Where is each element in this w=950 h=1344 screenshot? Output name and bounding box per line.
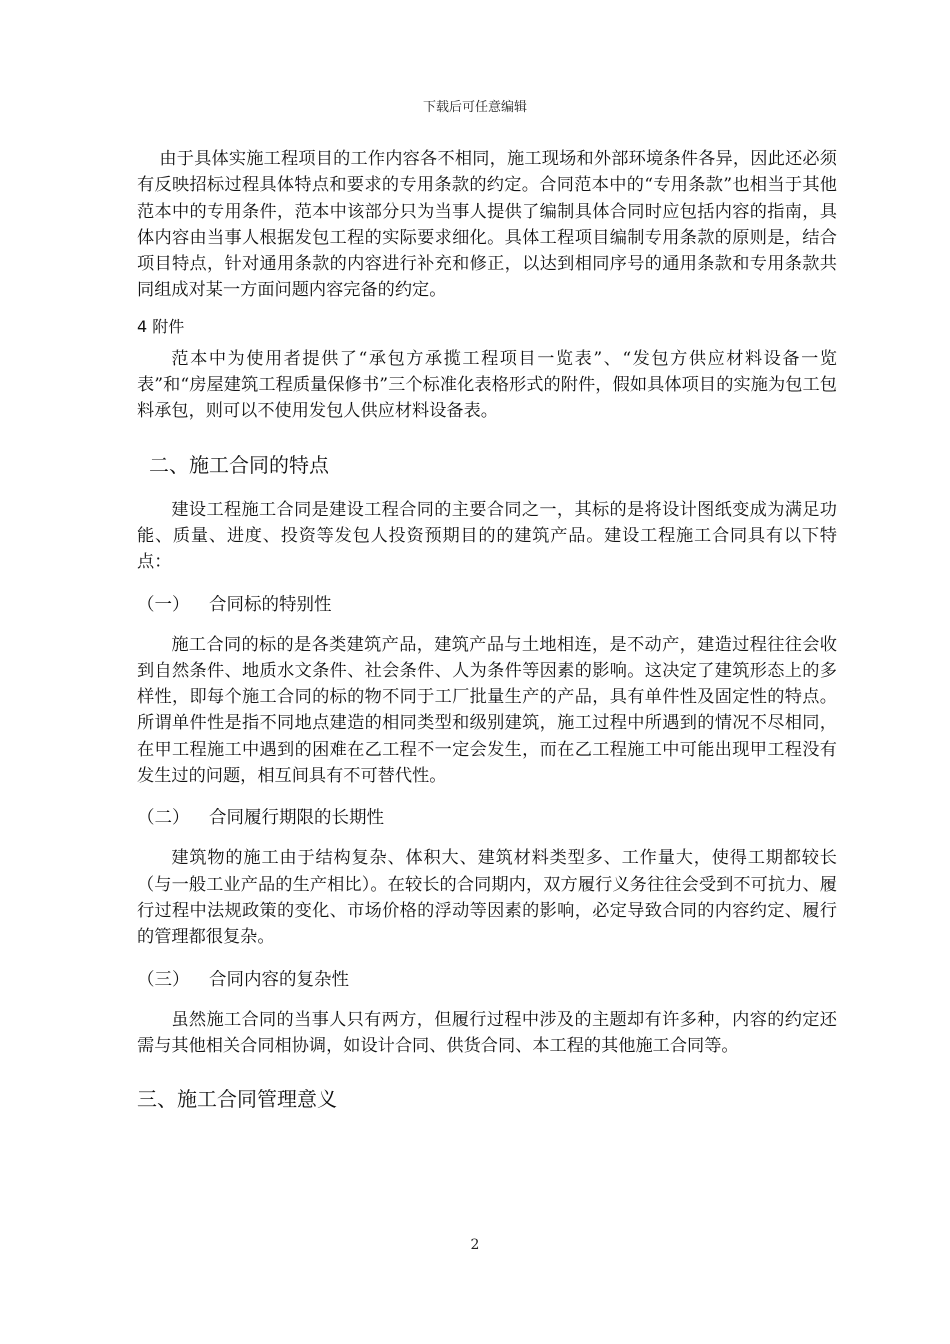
paragraph-complexity: 虽然施工合同的当事人只有两方，但履行过程中涉及的主题却有许多种，内容的约定还需与其他相关合同相协调，如设计合同、供货合同、本工程的其他施工合同等。 [137, 1009, 837, 1056]
paragraph-special-clauses: 由于具体实施工程项目的工作内容各不相同，施工现场和外部环境条件各异，因此还必须有反映招标过程具体特点和要求的专用条款的约定。合同范本中的“专用条款”也相当于其他范本中的专用条件，范本中该部分只为当事人提供了编制具体合同时应包括内容的指南，具体内容由当事人根据发包工程的实际要求细化。具体工程项目编制专用条款的原则是，结合项目特点，针对通用条款的内容进行补充和修正，以达到相同序号的通用条款和专用条款共同组成对某一方面问题内容完备的约定。 [137, 149, 837, 301]
subsection-number: （一） [137, 594, 190, 615]
subsection-text: 合同标的特别性 [209, 594, 332, 615]
heading-attachments: 4 附件 [137, 316, 185, 336]
subsection-text: 合同履行期限的长期性 [209, 808, 384, 829]
subsection-number: （二） [137, 808, 190, 829]
paragraph-attachments: 范本中为使用者提供了“承包方承揽工程项目一览表”、“发包方供应材料设备一览表”和“房屋建筑工程质量保修书”三个标准化表格形式的附件，假如具体项目的实施为包工包料承包，则可以不使用发包人供应材料设备表。 [137, 348, 837, 422]
subsection-text: 合同内容的复杂性 [209, 969, 349, 990]
subsection-title-subject-particularity [137, 592, 837, 618]
subsection-title-long-duration [137, 805, 837, 831]
subsection-number: （三） [137, 969, 190, 990]
header-note: 下载后可任意编辑 [422, 100, 527, 115]
document-body [137, 146, 837, 1131]
subsection-title-complexity [137, 967, 837, 993]
section-title-management-significance: 三、施工合同管理意义 [137, 1087, 337, 1112]
paragraph-subject-particularity: 施工合同的标的是各类建筑产品，建筑产品与土地相连，是不动产，建造过程往往会收到自然条件、地质水文条件、社会条件、人为条件等因素的影响。这决定了建筑形态上的多样性，即每个施工合同的标的物不同于工厂批量生产的产品，具有单件性及固定性的特点。所谓单件性是指不同地点建造的相同类型和级别建筑，施工过程中所遇到的情况不尽相同，在甲工程施工中遇到的困难在乙工程不一定会发生，而在乙工程施工中可能出现甲工程没有发生过的问题，相互间具有不可替代性。 [137, 634, 837, 787]
page-number: 2 [470, 1237, 480, 1253]
section-title-contract-features: 二、施工合同的特点 [149, 452, 329, 477]
paragraph-long-duration: 建筑物的施工由于结构复杂、体积大、建筑材料类型多、工作量大，使得工期都较长（与一般工业产品的生产相比）。在较长的合同期内，双方履行义务往往会受到不可抗力、履行过程中法规政策的变化、市场价格的浮动等因素的影响，必定导致合同的内容约定、履行的管理都很复杂。 [137, 848, 837, 948]
paragraph-contract-intro: 建设工程施工合同是建设工程合同的主要合同之一，其标的是将设计图纸变成为满足功能、质量、进度、投资等发包人投资预期目的的建筑产品。建设工程施工合同具有以下特点： [137, 499, 837, 573]
